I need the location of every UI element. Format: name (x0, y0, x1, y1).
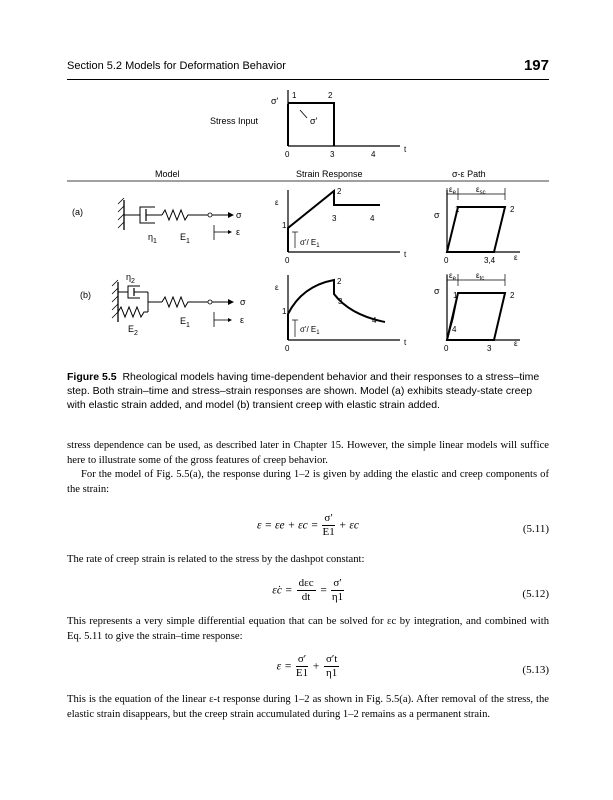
paragraph-4: This represents a very simple differential equation that can be solved for εc by integration, and combined with Eq. 5.11 to give the strain–time response: (67, 616, 549, 642)
row-a-strain-p1: 1 (282, 221, 287, 230)
eq1-num: σ′ (324, 512, 333, 524)
row-b-path-plot (434, 271, 520, 353)
paragraph-5: This is the equation of the linear ε-t response during 1–2 as shown in Fig. 5.5(a). After removal of the stress, the elastic strain disappears, but the creep strain accumulated during 1–2 remains as a permanent strain. (67, 694, 549, 720)
eq3-den1: E1 (295, 667, 309, 679)
eq1-number: (5.11) (522, 523, 549, 535)
row-b-path-p2: 2 (510, 291, 515, 300)
stress-tick-4: 4 (371, 150, 376, 159)
eq2-num2: σ′ (333, 577, 342, 589)
row-a-path-sc: $\varepsilon_{sc}$ (476, 185, 486, 196)
figure-label: Figure 5.5 (67, 371, 117, 383)
row-b-strain-jump: σ'/ $E_1$ (300, 325, 320, 336)
eq2-fraction-1 (297, 577, 316, 604)
row-a-strain-p4: 4 (370, 214, 375, 223)
row-a-strain-p2: 2 (337, 187, 342, 196)
row-a-path-eps: ε (514, 253, 518, 262)
row-b-strain-plot (275, 275, 407, 353)
equation-5-11 (67, 512, 549, 548)
row-a-eta: $\eta_1$ (148, 232, 157, 245)
eq3-number: (5.13) (522, 664, 549, 676)
row-b-strain-p3: 3 (338, 297, 343, 306)
row-b-path-e: $\varepsilon_e$ (449, 271, 456, 282)
eq2-num1: dεc (298, 577, 314, 589)
equation-5-13 (67, 653, 549, 689)
eq3-fraction-2 (324, 653, 339, 680)
stress-tick-0: 0 (285, 150, 290, 159)
eq1-den: E1 (322, 526, 335, 538)
row-a-strain-p3: 3 (332, 214, 337, 223)
row-a-path-e: $\varepsilon_e$ (449, 185, 456, 196)
row-a-strain-y: ε (275, 198, 279, 207)
row-a-path-sigma: σ (434, 210, 440, 220)
stress-point-1: 1 (292, 91, 297, 100)
column-title-strain: Strain Response (296, 169, 363, 179)
row-b-model (80, 272, 246, 337)
figure-5-5 (0, 85, 613, 370)
row-a-E: $E_1$ (180, 232, 190, 245)
stress-input-title: Stress Input (210, 116, 259, 126)
eq3-num1: σ′ (297, 653, 307, 665)
running-header (67, 57, 549, 80)
stress-tick-3: 3 (330, 150, 335, 159)
eq3-num2: σ′t (325, 653, 338, 665)
row-a-strain-jump: σ'/ $E_1$ (300, 238, 320, 249)
row-a-path-plot (434, 185, 520, 265)
row-b-path-eps: ε (514, 339, 518, 348)
eq3-fraction-1 (296, 653, 308, 680)
row-a-model (72, 198, 242, 245)
row-a-strain-plot (275, 187, 407, 265)
row-b-epsilon: ε (240, 315, 245, 325)
eq3-den2: η1 (326, 667, 338, 679)
column-title-model: Model (155, 169, 180, 179)
row-b-path-p4: 4 (452, 325, 457, 334)
eq1-fraction (322, 512, 334, 539)
row-a-sigma: σ (236, 210, 242, 220)
eq3-lhs: ε = (276, 660, 292, 673)
row-b-label: (b) (80, 290, 91, 300)
row-b-path-origin: 0 (444, 344, 449, 353)
row-a-epsilon: ε (236, 227, 241, 237)
row-a-path-end: 3,4 (484, 256, 496, 265)
row-b-strain-p1: 1 (282, 307, 287, 316)
row-b-strain-y: ε (275, 283, 279, 292)
row-b-sigma: σ (240, 297, 246, 307)
stress-point-2: 2 (328, 91, 333, 100)
row-b-E1: $E_1$ (180, 316, 190, 329)
paragraph-3: The rate of creep strain is related to the stress by the dashpot constant: (67, 554, 365, 565)
eq1-lhs: ε = εe + εc = (256, 519, 319, 532)
row-b-strain-t: t (404, 338, 407, 347)
eq2-fraction-2 (331, 577, 343, 604)
stress-input-plot (271, 90, 407, 159)
row-b-path-end: 3 (487, 344, 492, 353)
row-b-strain-p2: 2 (337, 277, 342, 286)
paragraph-1: stress dependence can be used, as described later in Chapter 15. However, the simple linear models will suffice here to illustrate some of the gross features of creep behavior. (67, 440, 549, 466)
eq2-den2: η1 (331, 591, 344, 603)
column-title-path: σ-ε Path (452, 169, 486, 179)
row-b-path-sigma: σ (434, 286, 440, 296)
row-b-path-p1: 1 (453, 291, 458, 300)
row-a-path-origin: 0 (444, 256, 449, 265)
row-a-strain-origin: 0 (285, 256, 290, 265)
row-b-path-tc: $\varepsilon_{tc}$ (476, 271, 485, 282)
row-a-path-p2: 2 (510, 205, 515, 214)
figure-caption (67, 370, 549, 412)
row-b-E2: $E_2$ (128, 324, 138, 337)
paragraph-2: For the model of Fig. 5.5(a), the response during 1–2 is given by adding the elastic and creep components of the strain: (67, 469, 549, 495)
eq2-den1: dt (301, 591, 311, 603)
row-a-strain-t: t (404, 250, 407, 259)
stress-t-label: t (404, 145, 407, 154)
eq3-mid: + (312, 660, 320, 673)
equation-5-12 (67, 577, 549, 613)
row-b-eta: $\eta_2$ (126, 272, 135, 285)
row-b-strain-origin: 0 (285, 344, 290, 353)
row-a-path-p1: 1 (455, 205, 460, 214)
caption-text: Rheological models having time-dependent behavior and their responses to a stress–time step. Both strain–time and stress–strain responses are shown. Model (a) exhibits steady-state creep with elastic strain added, and model (b) transient creep with elastic strain added. (67, 371, 540, 411)
section-title: Section 5.2 Models for Deformation Behavior (67, 60, 286, 72)
page-number: 197 (523, 57, 549, 74)
stress-sigma-marker: σ' (310, 116, 318, 126)
eq2-lhs: ε̇c = (272, 584, 293, 597)
eq1-tail: + εc (338, 519, 360, 532)
row-a-label: (a) (72, 207, 83, 217)
stress-sigma-axis: σ' (271, 96, 279, 106)
row-b-strain-p4: 4 (372, 316, 377, 325)
eq2-number: (5.12) (522, 588, 549, 600)
eq2-mid: = (319, 584, 328, 597)
